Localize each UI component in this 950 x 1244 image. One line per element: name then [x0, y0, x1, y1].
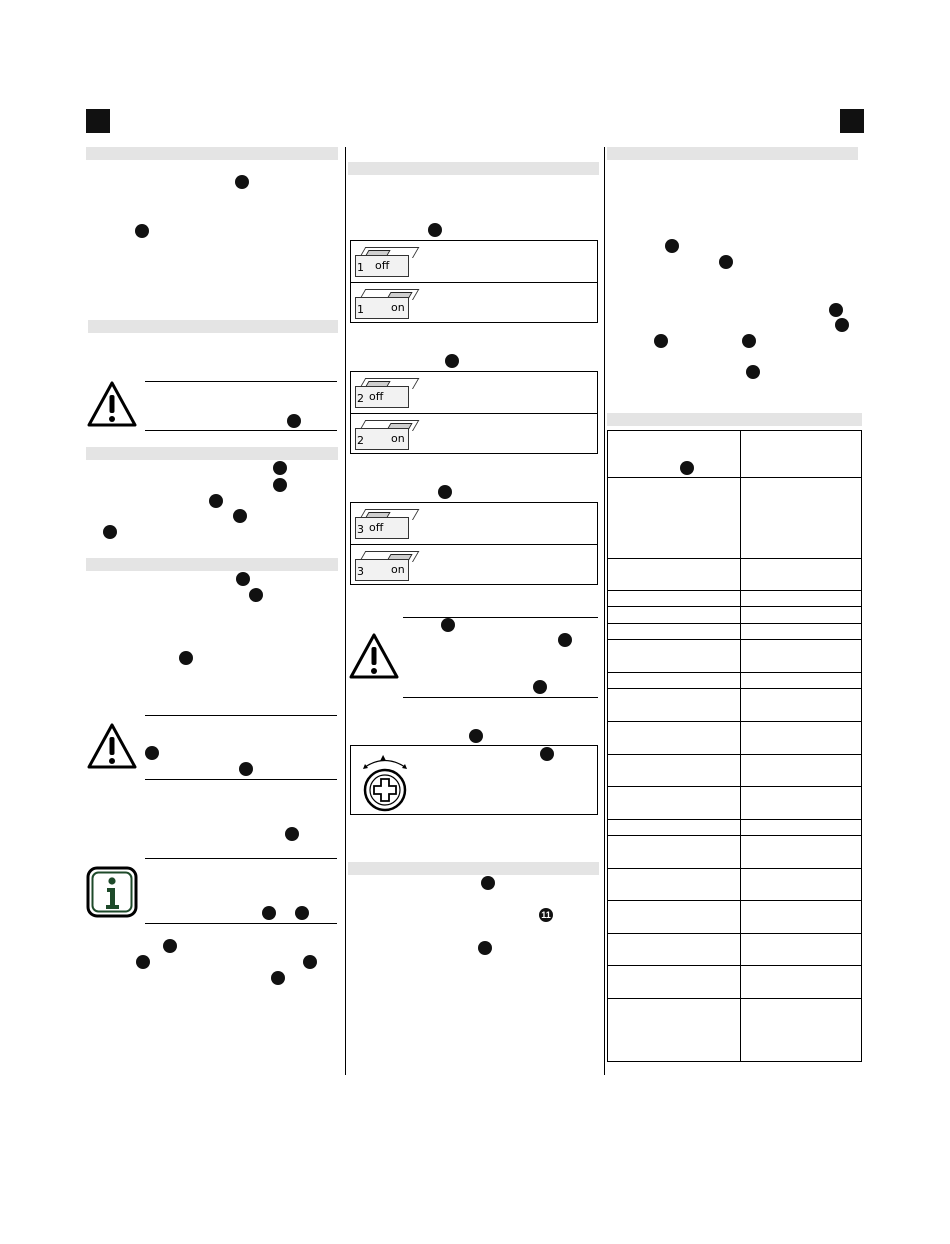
callout-dot-icon [236, 572, 250, 586]
table-cell [608, 966, 741, 999]
table-cell [608, 624, 741, 640]
table-cell [741, 607, 862, 624]
warning-triangle-icon [86, 722, 138, 770]
table-cell [608, 869, 741, 901]
switch-number: 1 [357, 303, 364, 316]
callout-dot-icon [654, 334, 668, 348]
table-cell [608, 689, 741, 722]
corner-mark-right [840, 109, 864, 133]
table-cell [741, 999, 862, 1062]
table-row [608, 689, 862, 722]
dip-switch-3-on [351, 544, 597, 586]
callout-dot-icon [438, 485, 452, 499]
dip-switch-icon [355, 551, 411, 579]
dip-switch-2-panel [350, 371, 598, 454]
table-cell [608, 431, 741, 478]
switch-number: 2 [357, 434, 364, 447]
callout-dot-icon [665, 239, 679, 253]
callout-dot-icon [136, 955, 150, 969]
table-cell [741, 755, 862, 787]
table-cell [741, 722, 862, 755]
callout-dot-icon [239, 762, 253, 776]
rotary-arrow: ▲ [380, 753, 387, 762]
dip-switch-icon [355, 378, 411, 406]
switch-state: on [391, 432, 405, 445]
callout-dot-icon [249, 588, 263, 602]
table-cell [608, 836, 741, 869]
table-cell [608, 787, 741, 820]
divider [145, 715, 337, 716]
callout-dot-icon [746, 365, 760, 379]
divider [403, 617, 598, 618]
callout-dot-icon [295, 906, 309, 920]
table-cell [741, 689, 862, 722]
table-cell [741, 624, 862, 640]
switch-state: on [391, 301, 405, 314]
table-cell [741, 901, 862, 934]
column-divider-1 [345, 147, 346, 1075]
callout-dot-icon [441, 618, 455, 632]
info-icon [86, 866, 138, 918]
callout-dot-icon [533, 680, 547, 694]
callout-dot-icon [145, 746, 159, 760]
table-row [608, 673, 862, 689]
dip-switch-1-panel [350, 240, 598, 323]
callout-dot-icon [262, 906, 276, 920]
switch-number: 2 [357, 392, 364, 405]
table-cell [608, 934, 741, 966]
callout-dot-icon [273, 478, 287, 492]
section-bar [348, 162, 599, 175]
dip-switch-3-off [351, 503, 597, 544]
rotary-switch-panel [350, 745, 598, 815]
table-cell [741, 869, 862, 901]
table-cell [608, 999, 741, 1062]
callout-dot-icon [273, 461, 287, 475]
table-row [608, 607, 862, 624]
table-cell [741, 591, 862, 607]
callout-dot-icon [179, 651, 193, 665]
callout-dot-icon [829, 303, 843, 317]
table-cell [741, 966, 862, 999]
callout-dot-icon [428, 223, 442, 237]
table-cell [741, 559, 862, 591]
divider [145, 779, 337, 780]
switch-number: 3 [357, 523, 364, 536]
callout-dot-icon [209, 494, 223, 508]
callout-dot-icon [742, 334, 756, 348]
table-row [608, 787, 862, 820]
section-bar [88, 320, 338, 333]
section-bar [607, 413, 862, 426]
switch-state: off [369, 521, 384, 534]
dip-switch-3-panel [350, 502, 598, 585]
warning-triangle-icon [348, 632, 400, 680]
table-row [608, 755, 862, 787]
section-bar [86, 558, 338, 571]
callout-dot-icon [835, 318, 849, 332]
callout-dot-icon [135, 224, 149, 238]
divider [145, 858, 337, 859]
callout-dot-icon [235, 175, 249, 189]
switch-state: on [391, 563, 405, 576]
dip-switch-1-on [351, 282, 597, 324]
callout-number-icon: 11 [539, 908, 553, 922]
divider [145, 430, 337, 431]
callout-dot-icon [271, 971, 285, 985]
table-cell [741, 431, 862, 478]
table-row [608, 431, 862, 478]
callout-dot-icon [558, 633, 572, 647]
callout-dot-icon [445, 354, 459, 368]
callout-dot-icon [481, 876, 495, 890]
table-row [608, 559, 862, 591]
dip-switch-2-off [351, 372, 597, 413]
table-cell [741, 836, 862, 869]
table-cell [608, 673, 741, 689]
dip-switch-2-on [351, 413, 597, 455]
table-row [608, 640, 862, 673]
divider [145, 381, 337, 382]
corner-mark-left [86, 109, 110, 133]
callout-dot-icon [287, 414, 301, 428]
table-row [608, 820, 862, 836]
section-bar [348, 862, 599, 875]
warning-triangle-icon [86, 380, 138, 428]
spec-table [607, 430, 862, 1062]
callout-dot-icon [478, 941, 492, 955]
callout-dot-icon [303, 955, 317, 969]
table-cell [741, 787, 862, 820]
switch-state: off [375, 259, 390, 272]
callout-dot-icon [163, 939, 177, 953]
table-cell [608, 901, 741, 934]
table-cell [608, 820, 741, 836]
dip-switch-icon [355, 509, 411, 537]
table-cell [608, 559, 741, 591]
table-row [608, 591, 862, 607]
section-bar [86, 147, 338, 160]
table-cell [608, 755, 741, 787]
callout-dot-icon [103, 525, 117, 539]
table-cell [608, 478, 741, 559]
table-cell [741, 820, 862, 836]
dip-switch-1-off [351, 241, 597, 282]
divider [403, 697, 598, 698]
dip-switch-icon [355, 420, 411, 448]
table-row [608, 836, 862, 869]
table-row [608, 478, 862, 559]
divider [145, 923, 337, 924]
dip-switch-icon [355, 289, 411, 317]
column-divider-2 [604, 147, 605, 1075]
callout-dot-icon [540, 747, 554, 761]
switch-number: 1 [357, 261, 364, 274]
callout-dot-icon [233, 509, 247, 523]
section-bar [607, 147, 858, 160]
table-cell [608, 722, 741, 755]
callout-dot-icon [285, 827, 299, 841]
callout-dot-icon [469, 729, 483, 743]
table-row [608, 966, 862, 999]
switch-number: 3 [357, 565, 364, 578]
table-cell [741, 640, 862, 673]
table-row [608, 722, 862, 755]
table-row [608, 934, 862, 966]
table-cell [741, 478, 862, 559]
switch-state: off [369, 390, 384, 403]
table-row [608, 901, 862, 934]
table-cell [608, 607, 741, 624]
section-bar [86, 447, 338, 460]
table-cell [741, 934, 862, 966]
callout-dot-icon [719, 255, 733, 269]
table-row [608, 869, 862, 901]
table-cell [608, 640, 741, 673]
table-row [608, 624, 862, 640]
table-cell [741, 673, 862, 689]
table-row [608, 999, 862, 1062]
table-cell [608, 591, 741, 607]
callout-dot-icon [680, 461, 694, 475]
dip-switch-icon [355, 247, 411, 275]
